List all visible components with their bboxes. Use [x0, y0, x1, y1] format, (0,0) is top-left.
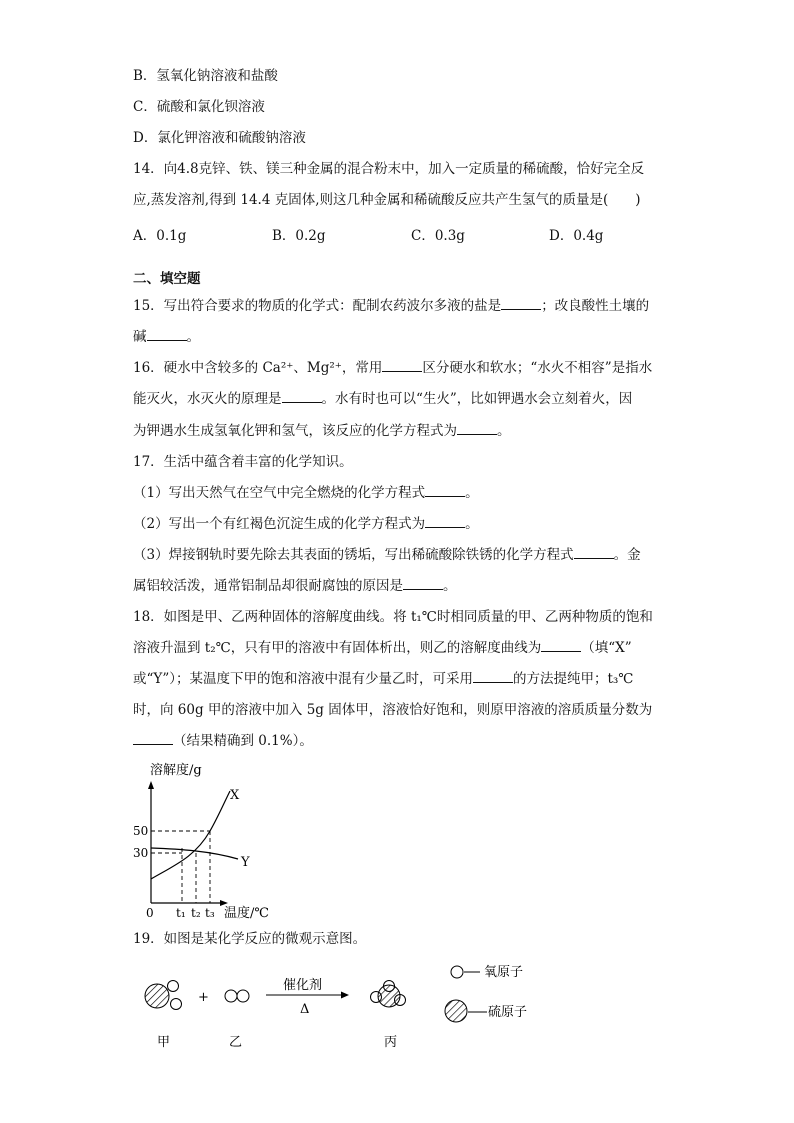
q18-text-3: 或“Y”）；某温度下甲的饱和溶液中混有少量乙时，可采用 [133, 671, 473, 687]
q13-option-c: C．硫酸和氯化钡溶液 [133, 99, 265, 115]
label-bing: 丙 [384, 1035, 398, 1050]
graph-t3: t₃ [205, 906, 215, 920]
q16-text-3: 能灭火，水灭火的原理是 [133, 391, 282, 407]
q18-line3 [133, 669, 633, 689]
q19-stem: 19．如图是某化学反应的微观示意图。 [133, 931, 367, 947]
q17-text-4: 。 [465, 516, 479, 532]
plus-sign: + [198, 990, 209, 1005]
graph-ylabel: 溶解度/g [150, 763, 202, 778]
q17-stem: 17．生活中蕴含着丰富的化学知识。 [133, 454, 353, 470]
answer-blank[interactable] [541, 638, 581, 652]
solubility-graph [120, 755, 300, 925]
answer-blank[interactable] [147, 327, 187, 341]
q16-line2 [133, 389, 632, 409]
graph-t2: t₂ [191, 906, 201, 920]
q14-option-d: D．0.4g [549, 228, 604, 244]
q16-text-1: 16．硬水中含较多的 Ca²⁺、Mg²⁺，常用 [133, 360, 383, 376]
answer-blank[interactable] [457, 421, 497, 435]
q14-line1: 14．向4.8克锌、铁、镁三种金属的混合粉末中，加入一定质量的稀硫酸，恰好完全反 [133, 161, 645, 177]
q17-part3-cont [133, 576, 457, 596]
molecule-jia [145, 981, 182, 1010]
q18-text-4: 的方法提纯甲；t₃℃ [512, 671, 634, 687]
graph-xlabel: 温度/℃ [224, 906, 269, 921]
q15-text-4: 。 [186, 329, 200, 345]
answer-blank[interactable] [425, 514, 465, 528]
legend-oxygen-label: 氧原子 [484, 965, 524, 980]
q15-text-2: ；改良酸性土壤的 [541, 298, 650, 314]
q14-option-b: B．0.2g [272, 228, 326, 244]
q15-text-1: 15．写出符合要求的物质的化学式：配制农药波尔多液的盐是 [133, 298, 502, 314]
graph-y50: 50 [133, 824, 149, 838]
q16-text-4: 。水有时也可以“生火”，比如钾遇水会立刻着火，因 [321, 391, 633, 407]
q18-text-1: 溶液升温到 t₂℃，只有甲的溶液中有固体析出，则乙的溶解度曲线为 [133, 640, 542, 656]
molecule-yi [225, 990, 249, 1002]
heat-label: Δ [300, 1002, 310, 1017]
graph-curve-x-label: X [230, 788, 240, 803]
answer-blank[interactable] [425, 483, 465, 497]
q15-text-3: 碱 [133, 329, 147, 345]
label-yi: 乙 [229, 1035, 243, 1050]
q16-text-6: 。 [497, 423, 511, 439]
answer-blank[interactable] [574, 545, 614, 559]
q18-line1: 18．如图是甲、乙两种固体的溶解度曲线。将 t₁℃时相同质量的甲、乙两种物质的饱和 [133, 609, 653, 625]
q15-line1 [133, 296, 649, 316]
reaction-diagram [130, 955, 550, 1060]
label-jia: 甲 [157, 1035, 171, 1050]
q17-text-5: （3）焊接钢轨时要先除去其表面的锈垢，写出稀硫酸除铁锈的化学方程式 [133, 547, 574, 563]
curve-x [151, 791, 230, 879]
q16-line1 [133, 358, 652, 378]
q17-text-1: （1）写出天然气在空气中完全燃烧的化学方程式 [133, 485, 426, 501]
q18-text-5: （结果精确到 0.1%）。 [173, 733, 313, 749]
q16-line3 [133, 421, 511, 441]
legend-oxygen [451, 965, 523, 980]
q15-line2 [133, 327, 200, 347]
q16-text-5: 为钾遇水生成氢氧化钾和氢气，该反应的化学方程式为 [133, 423, 457, 439]
q13-option-b: B．氢氧化钠溶液和盐酸 [133, 68, 278, 84]
q17-part3 [133, 545, 641, 565]
q16-text-2: 区分硬水和软水；“水火不相容”是指水 [422, 360, 653, 376]
graph-y30: 30 [133, 846, 149, 860]
q17-part2 [133, 514, 479, 534]
q17-text-3: （2）写出一个有红褐色沉淀生成的化学方程式为 [133, 516, 426, 532]
q17-text-6: 。金 [613, 547, 641, 563]
graph-origin: 0 [146, 906, 154, 920]
graph-t1: t₁ [176, 906, 186, 920]
q17-text-2: 。 [465, 485, 479, 501]
q17-text-7: 属铝较活泼，通常铝制品却很耐腐蚀的原因是 [133, 578, 403, 594]
catalyst-label: 催化剂 [283, 978, 323, 993]
q14-option-c: C．0.3g [411, 228, 465, 244]
q18-line4: 时，向 60g 甲的溶液中加入 5g 固体甲，溶液恰好饱和，则原甲溶液的溶质质量分数为 [133, 702, 653, 718]
q18-text-2: （填“X” [581, 640, 632, 656]
answer-blank[interactable] [473, 669, 513, 683]
q17-text-8: 。 [443, 578, 457, 594]
q13-option-d: D．氯化钾溶液和硫酸钠溶液 [133, 130, 306, 146]
answer-blank[interactable] [382, 358, 422, 372]
answer-blank[interactable] [133, 731, 173, 745]
legend-sulfur-label: 硫原子 [488, 1005, 528, 1020]
q18-line5 [133, 731, 313, 751]
molecule-bing [371, 981, 406, 1008]
section-title-fill-in: 二、填空题 [133, 271, 201, 287]
q14-option-a: A．0.1g [133, 228, 187, 244]
q17-part1 [133, 483, 479, 503]
answer-blank[interactable] [282, 389, 322, 403]
q14-line2: 应,蒸发溶剂,得到 14.4 克固体,则这几种金属和稀硫酸反应共产生氢气的质量是( ) [133, 192, 641, 208]
q18-line2 [133, 638, 632, 658]
answer-blank[interactable] [501, 296, 541, 310]
graph-curve-y-label: Y [241, 855, 250, 870]
curve-y [151, 848, 238, 859]
answer-blank[interactable] [403, 576, 443, 590]
legend-sulfur [445, 1000, 527, 1022]
